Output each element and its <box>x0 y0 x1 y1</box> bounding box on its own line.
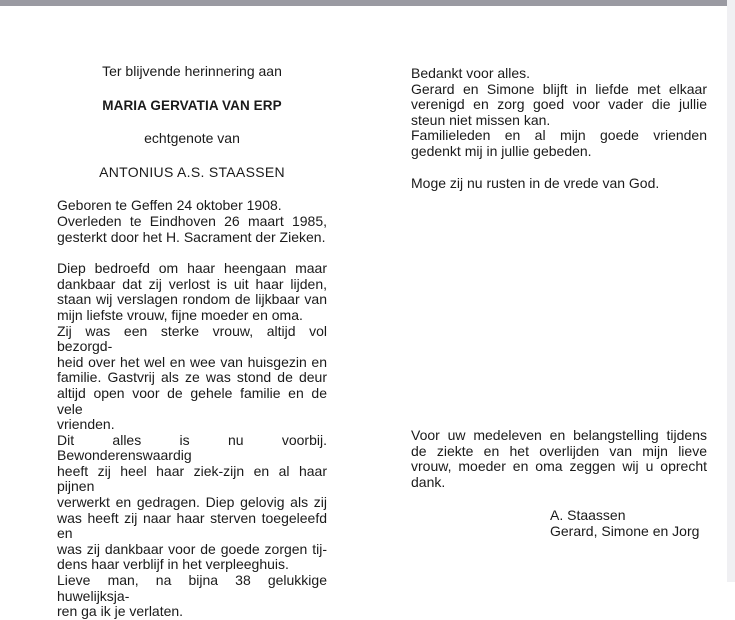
paragraph-line: vrienden. <box>57 416 115 433</box>
left-column <box>57 64 327 620</box>
spouse-intro: echtgenote van <box>144 130 240 147</box>
memorial-card <box>0 6 727 620</box>
thanks-line: Voor uw medeleven en belangstelling tijdens <box>411 427 707 443</box>
memorial-intro: Ter blijvende herinnering aan <box>102 63 282 79</box>
paragraph-line: familie. Gastvrij als ze was stond de deur <box>57 369 327 386</box>
thanks-line: de ziekte en het overlijden van mijn lieve <box>411 442 707 459</box>
paragraph-line: heeft zij heel haar ziek-zijn en al haar pijnen <box>57 462 327 495</box>
paragraph-line: was zij dankbaar voor de goede zorgen tij- <box>57 540 327 557</box>
message-line: Familieleden en al mijn goede vrienden <box>411 127 707 144</box>
signature-line: Gerard, Simone en Jorg <box>550 522 700 539</box>
farewell-message <box>411 66 707 160</box>
paragraph-line: staan wij verslagen rondom de lijkbaar van <box>57 291 327 308</box>
birth-line: Geboren te Geffen 24 oktober 1908. <box>57 197 282 214</box>
death-line: Overleden te Eindhoven 26 maart 1985, <box>57 212 327 229</box>
paragraph-line: dankbaar dat zij verlost is uit haar lijden, <box>57 275 327 292</box>
message-line: verenigd en zorg goed voor vader die jullie <box>411 96 707 113</box>
obituary-paragraph <box>57 261 327 620</box>
paragraph-line: mijn liefste vrouw, fijne moeder en oma. <box>57 306 303 323</box>
thanks-line: vrouw, moeder en oma zeggen wij u oprecht <box>411 458 707 475</box>
signature-block <box>550 508 699 539</box>
paragraph-line: was heeft zij naar haar sterven toegeleefd en <box>57 509 327 542</box>
message-line: steun niet missen kan. <box>411 111 551 128</box>
paragraph-line: heid over het wel en wee van huisgezin en <box>57 353 327 370</box>
paragraph-line: Zij was een sterke vrouw, altijd vol bezorgd- <box>57 322 327 355</box>
death-text <box>57 214 327 245</box>
paragraph-line: altijd open voor de gehele familie en de vele <box>57 384 327 417</box>
signature-line: A. Staassen <box>550 507 626 523</box>
message-line: Gerard en Simone blijft in liefde met elkaar <box>411 80 707 97</box>
paragraph-line: Lieve man, na bijna 38 gelukkige huwelijksja- <box>57 572 327 604</box>
right-edge-shade <box>727 0 735 582</box>
paragraph-line: ren ga ik je verlaten. <box>57 603 184 620</box>
death-line: gesterkt door het H. Sacrament der Zieken. <box>57 228 326 245</box>
right-column <box>411 66 707 191</box>
paragraph-line: Diep bedroefd om haar heengaan maar <box>57 260 327 277</box>
message-line: Bedankt voor alles. <box>411 65 531 81</box>
message-line: gedenkt mij in jullie gebeden. <box>411 142 592 159</box>
thanks-line: dank. <box>411 473 446 490</box>
paragraph-line: dens haar verblijf in het verpleeghuis. <box>57 556 289 573</box>
paragraph-line: verwerkt en gedragen. Diep gelovig als zij <box>57 494 327 511</box>
deceased-name: MARIA GERVATIA VAN ERP <box>102 97 282 113</box>
spouse-name: ANTONIUS A.S. STAASSEN <box>99 163 285 180</box>
blessing-line: Moge zij nu rusten in de vrede van God. <box>411 174 660 191</box>
paragraph-line: Dit alles is nu voorbij. Bewonderenswaardig <box>57 431 327 464</box>
thanks-message <box>411 428 707 490</box>
